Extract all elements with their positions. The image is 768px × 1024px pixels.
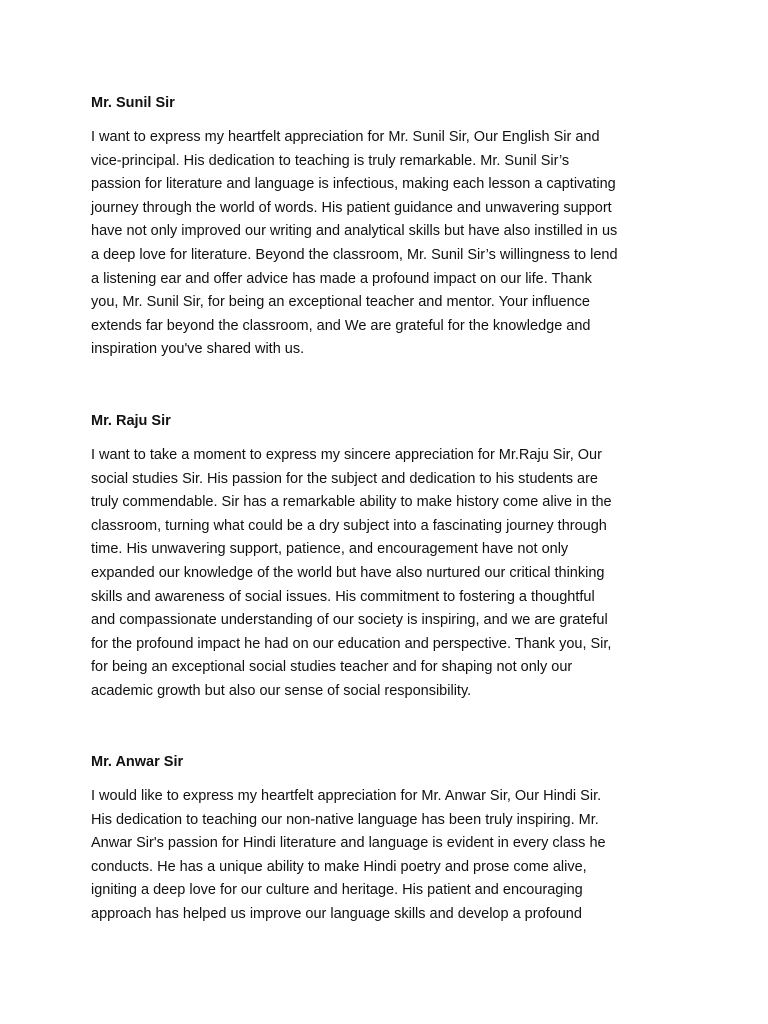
section-title: Mr. Anwar Sir bbox=[91, 754, 184, 770]
paragraph-line: journey through the world of words. His patient guidance and unwavering support bbox=[91, 199, 612, 216]
section-title: Mr. Raju Sir bbox=[91, 413, 171, 429]
section-raju-sir bbox=[91, 410, 691, 704]
paragraph-line: extends far beyond the classroom, and We are grateful for the knowledge and bbox=[91, 317, 591, 334]
paragraph-line: Anwar Sir's passion for Hindi literature and language is evident in every class he bbox=[91, 835, 606, 852]
paragraph-line: truly commendable. Sir has a remarkable ability to make history come alive in the bbox=[91, 494, 612, 511]
paragraph-line: igniting a deep love for our culture and heritage. His patient and encouraging bbox=[91, 882, 583, 899]
paragraph-line: you, Mr. Sunil Sir, for being an exceptional teacher and mentor. Your influence bbox=[91, 294, 590, 311]
paragraph-line: for the profound impact he had on our education and perspective. Thank you, Sir, bbox=[91, 635, 612, 652]
paragraph-line: skills and awareness of social issues. His commitment to fostering a thoughtful bbox=[91, 588, 595, 605]
section-sunil-sir bbox=[91, 92, 691, 362]
paragraph-line: and compassionate understanding of our society is inspiring, and we are grateful bbox=[91, 612, 608, 629]
section-anwar-sir bbox=[91, 751, 691, 927]
paragraph-line: social studies Sir. His passion for the subject and dedication to his students are bbox=[91, 470, 598, 487]
paragraph-line: classroom, turning what could be a dry subject into a fascinating journey through bbox=[91, 517, 607, 534]
section-title: Mr. Sunil Sir bbox=[91, 95, 175, 111]
section-paragraph bbox=[91, 444, 691, 704]
paragraph-line: His dedication to teaching our non-native language has been truly inspiring. Mr. bbox=[91, 811, 599, 828]
paragraph-line: for being an exceptional social studies teacher and for shaping not only our bbox=[91, 659, 573, 676]
paragraph-line: conducts. He has a unique ability to make Hindi poetry and prose come alive, bbox=[91, 858, 587, 875]
section-paragraph bbox=[91, 126, 691, 362]
paragraph-line: inspiration you've shared with us. bbox=[91, 341, 305, 358]
paragraph-line: vice-principal. His dedication to teaching is truly remarkable. Mr. Sunil Sir’s bbox=[91, 152, 570, 169]
paragraph-line: time. His unwavering support, patience, and encouragement have not only bbox=[91, 541, 569, 558]
paragraph-line: a deep love for literature. Beyond the classroom, Mr. Sunil Sir’s willingness to lend bbox=[91, 246, 618, 263]
paragraph-line: a listening ear and offer advice has made a profound impact on our life. Thank bbox=[91, 270, 592, 287]
paragraph-line: approach has helped us improve our language skills and develop a profound bbox=[91, 905, 582, 922]
paragraph-line: I would like to express my heartfelt appreciation for Mr. Anwar Sir, Our Hindi Sir. bbox=[91, 788, 602, 804]
paragraph-line: passion for literature and language is infectious, making each lesson a captivating bbox=[91, 176, 616, 193]
paragraph-line: I want to express my heartfelt appreciation for Mr. Sunil Sir, Our English Sir and bbox=[91, 129, 600, 145]
paragraph-line: I want to take a moment to express my sincere appreciation for Mr.Raju Sir, Our bbox=[91, 447, 602, 463]
paragraph-line: expanded our knowledge of the world but have also nurtured our critical thinking bbox=[91, 564, 605, 581]
paragraph-line: academic growth but also our sense of social responsibility. bbox=[91, 682, 472, 699]
paragraph-line: have not only improved our writing and analytical skills but have also instilled in us bbox=[91, 223, 618, 240]
section-paragraph bbox=[91, 785, 691, 927]
